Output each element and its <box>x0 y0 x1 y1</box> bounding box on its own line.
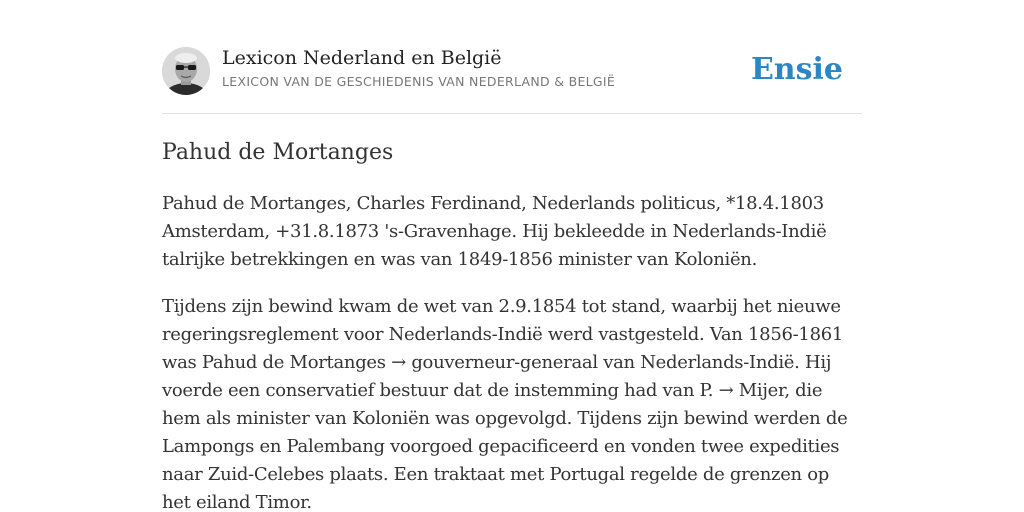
page-title: Pahud de Mortanges <box>162 140 394 165</box>
paragraph-1: Pahud de Mortanges, Charles Ferdinand, Nederlands politicus, *18.4.1803 Amsterdam, +31.8.1873 's-Gravenhage. Hij bekleedde in Nederlands-Indië talrijke betrekkingen en was van 1849-1856 minister van Koloniën. <box>162 193 827 270</box>
avatar[interactable] <box>162 47 210 95</box>
article-body <box>162 190 862 512</box>
paragraph-2: Tijdens zijn bewind kwam de wet van 2.9.1854 tot stand, waarbij het nieuwe regeringsreglement voor Nederlands-Indië werd vastgesteld. Van 1856-1861 was Pahud de Mortanges → gouverneur-generaal van Nederlands-Indië. Hij voerde een conservatief bestuur dat de instemming had van P. → Mijer, die hem als minister van Koloniën was opgevolgd. Tijdens zijn bewind werden de Lampongs en Palembang voorgoed gepacificeerd en vonden twee expedities naar Zuid-Celebes plaats. Een traktaat met Portugal regelde de grenzen op het eiland Timor. <box>162 296 848 512</box>
portrait-icon <box>162 47 210 95</box>
author-name[interactable]: Lexicon Nederland en België <box>222 47 502 69</box>
ensie-logo[interactable]: Ensie <box>750 52 843 87</box>
lexicon-subtitle[interactable]: LEXICON VAN DE GESCHIEDENIS VAN NEDERLAND & BELGIË <box>222 74 616 89</box>
header <box>162 46 862 96</box>
header-divider <box>162 113 862 114</box>
